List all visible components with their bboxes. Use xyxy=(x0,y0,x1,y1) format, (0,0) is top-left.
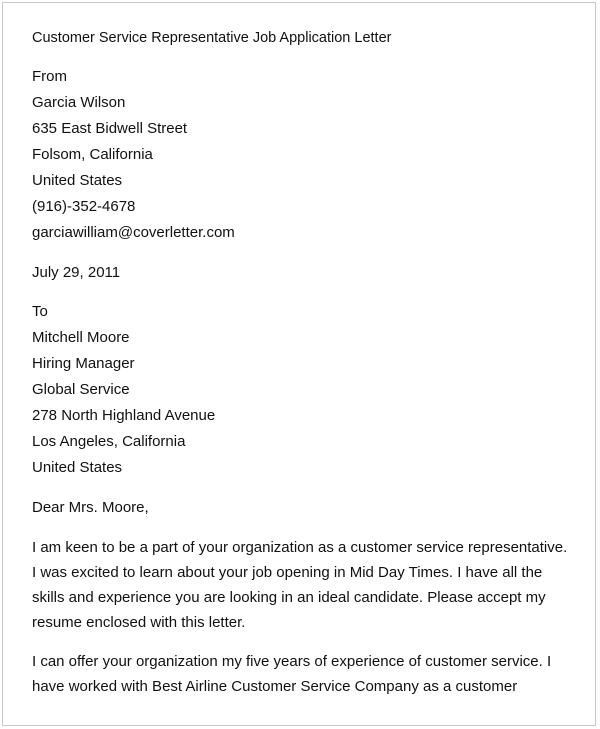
paragraph-line: skills and experience you are looking in an ideal candidate. Please accept my xyxy=(32,589,546,606)
recipient-block xyxy=(32,299,215,481)
paragraph-2 xyxy=(32,649,551,699)
sender-name: Garcia Wilson xyxy=(32,94,126,111)
letter-page xyxy=(2,2,596,726)
recipient-name: Mitchell Moore xyxy=(32,329,130,346)
paragraph-line: I am keen to be a part of your organization as a customer service representative. xyxy=(32,539,568,556)
salutation-block xyxy=(32,495,149,521)
letter-title: Customer Service Representative Job Application Letter xyxy=(32,30,392,46)
sender-email: garciawilliam@coverletter.com xyxy=(32,224,235,241)
paragraph-line: I was excited to learn about your job opening in Mid Day Times. I have all the xyxy=(32,564,543,581)
sender-country: United States xyxy=(32,172,123,189)
recipient-street: 278 North Highland Avenue xyxy=(32,407,216,424)
sender-street: 635 East Bidwell Street xyxy=(32,120,188,137)
paragraph-line: resume enclosed with this letter. xyxy=(32,614,246,631)
recipient-label: To xyxy=(32,303,48,320)
paragraph-line: have worked with Best Airline Customer Service Company as a customer xyxy=(32,678,518,695)
recipient-company: Global Service xyxy=(32,381,130,398)
paragraph-1 xyxy=(32,535,567,635)
sender-city: Folsom, California xyxy=(32,146,153,163)
sender-label: From xyxy=(32,68,67,85)
recipient-title: Hiring Manager xyxy=(32,355,135,372)
date-block xyxy=(32,260,120,286)
recipient-country: United States xyxy=(32,459,123,476)
letter-date: July 29, 2011 xyxy=(32,264,121,281)
paragraph-line: I can offer your organization my five years of experience of customer service. I xyxy=(32,653,552,670)
sender-block xyxy=(32,64,235,246)
salutation: Dear Mrs. Moore, xyxy=(32,499,149,516)
sender-phone: (916)-352-4678 xyxy=(32,198,136,215)
recipient-city: Los Angeles, California xyxy=(32,433,186,450)
